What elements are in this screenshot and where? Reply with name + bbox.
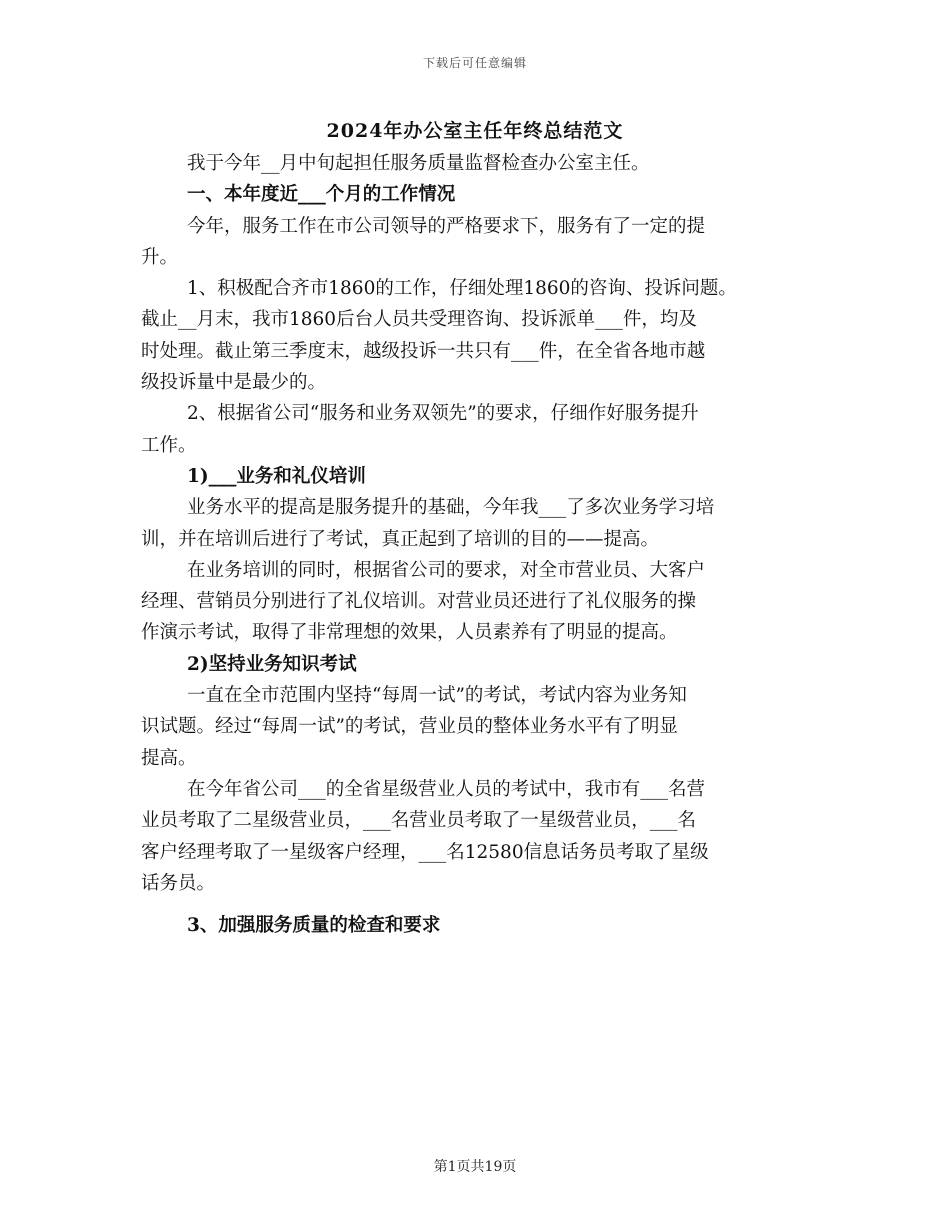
paragraph-line: 级投诉量中是最少的。 xyxy=(141,372,327,394)
document-title: 2024年办公室主任年终总结范文 xyxy=(326,120,624,142)
page-footer: 第1页共19页 xyxy=(433,1159,517,1175)
paragraph-line: 训，并在培训后进行了考试，真正起到了培训的目的——提高。 xyxy=(141,528,660,550)
paragraph-line: 时处理。截止第三季度末，越级投诉一共只有___件，在全省各地市越 xyxy=(141,340,706,362)
paragraph-line: 提高。 xyxy=(141,747,197,769)
paragraph-line: 一直在全市范围内坚持“每周一试”的考试，考试内容为业务知 xyxy=(187,685,687,707)
section-heading: 一、本年度近___个月的工作情况 xyxy=(187,184,456,206)
paragraph-line: 升。 xyxy=(141,246,179,268)
paragraph-line: 识试题。经过“每周一试”的考试，营业员的整体业务水平有了明显 xyxy=(141,716,678,738)
paragraph-line: 话务员。 xyxy=(141,872,216,894)
paragraph-line: 作演示考试，取得了非常理想的效果，人员素养有了明显的提高。 xyxy=(141,622,678,644)
section-heading: 3、加强服务质量的检查和要求 xyxy=(187,915,441,937)
paragraph-line: 截止__月末，我市1860后台人员共受理咨询、投诉派单___件，均及 xyxy=(141,309,697,331)
subsection-heading: 2)坚持业务知识考试 xyxy=(187,653,357,675)
paragraph-line: 业员考取了二星级营业员，___名营业员考取了一星级营业员，___名 xyxy=(141,810,697,832)
paragraph-line: 2、根据省公司“服务和业务双领先”的要求，仔细作好服务提升 xyxy=(187,403,699,425)
spacer xyxy=(141,899,817,910)
paragraph-line: 客户经理考取了一星级客户经理，___名12580信息话务员考取了星级 xyxy=(141,841,709,863)
paragraph-line: 在今年省公司___的全省星级营业人员的考试中，我市有___名营 xyxy=(187,778,706,800)
subsection-heading: 1)___业务和礼仪培训 xyxy=(187,465,366,487)
paragraph-line: 业务水平的提高是服务提升的基础，今年我___了多次业务学习培 xyxy=(187,497,715,519)
page-header: 下载后可任意编辑 xyxy=(422,56,527,70)
paragraph-line: 今年，服务工作在市公司领导的严格要求下，服务有了一定的提 xyxy=(187,215,706,237)
paragraph-line: 在业务培训的同时，根据省公司的要求，对全市营业员、大客户 xyxy=(187,559,706,581)
paragraph-line: 工作。 xyxy=(141,434,197,456)
paragraph-line: 经理、营销员分别进行了礼仪培训。对营业员还进行了礼仪服务的操 xyxy=(141,591,697,613)
paragraph-line: 1、积极配合齐市1860的工作，仔细处理1860的咨询、投诉问题。 xyxy=(187,278,737,300)
paragraph-line: 我于今年__月中旬起担任服务质量监督检查办公室主任。 xyxy=(187,153,650,174)
document-body xyxy=(141,148,817,941)
